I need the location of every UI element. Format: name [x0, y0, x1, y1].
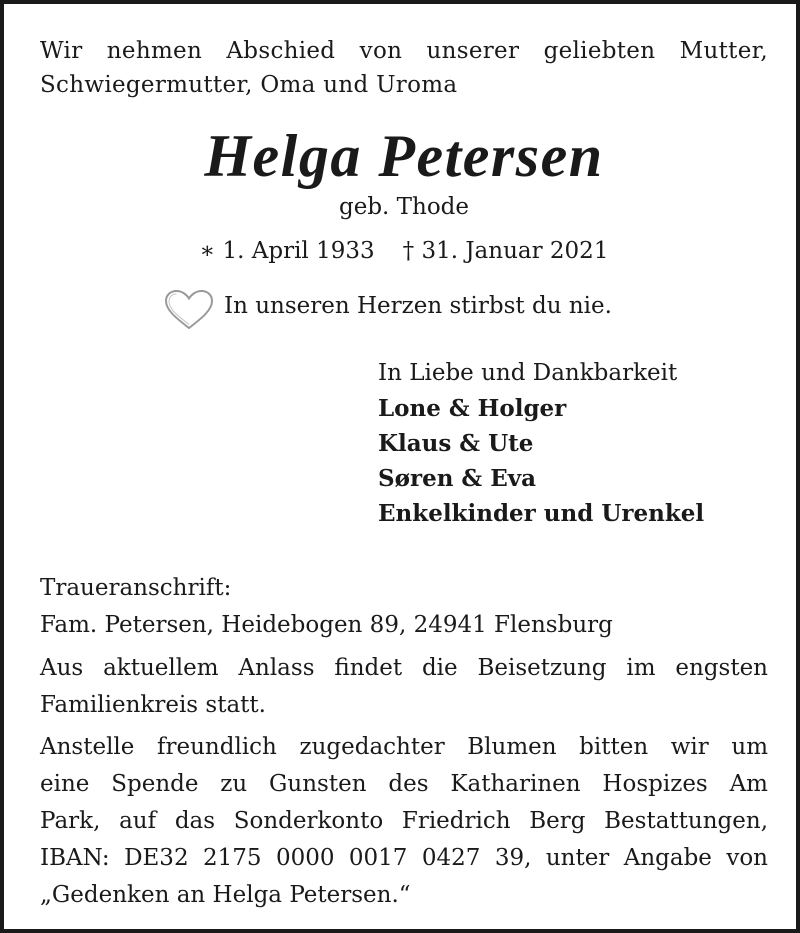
mourners — [378, 356, 704, 531]
mourner-name: Søren & Eva — [378, 465, 537, 492]
motto-text: In unseren Herzen stirbst du nie. — [224, 293, 612, 319]
mourners-heading: In Liebe und Dankbarkeit — [378, 360, 678, 386]
death-date: † 31. Januar 2021 — [402, 238, 609, 264]
donation-request — [40, 729, 768, 914]
notice-line-2: Familienkreis statt. — [40, 692, 266, 718]
donation-line: eine Spende zu Gunsten des Katharinen Hospizes Am — [40, 771, 768, 797]
address-value: Fam. Petersen, Heidebogen 89, 24941 Flensburg — [40, 612, 613, 638]
donation-line: Anstelle freundlich zugedachter Blumen bitten wir um — [40, 734, 768, 760]
birth-date: ∗ 1. April 1933 — [199, 238, 375, 264]
intro-text — [40, 34, 768, 102]
deceased-name: Helga Petersen — [204, 123, 604, 189]
address-label: Traueranschrift: — [40, 575, 232, 601]
mourner-name: Klaus & Ute — [378, 430, 534, 457]
mourner-name: Enkelkinder und Urenkel — [378, 500, 705, 527]
burial-notice — [40, 650, 768, 724]
mourner-name: Lone & Holger — [378, 395, 567, 422]
heart-outline-icon — [164, 289, 214, 331]
intro-line-2: Schwiegermutter, Oma und Uroma — [40, 72, 458, 98]
donation-line: Park, auf das Sonderkonto Friedrich Berg Bestattungen, — [40, 808, 768, 834]
donation-line: „Gedenken an Helga Petersen.“ — [40, 882, 411, 908]
mourning-address — [40, 570, 768, 644]
donation-line: IBAN: DE32 2175 0000 0017 0427 39, unter Angabe von — [40, 845, 768, 871]
life-dates — [4, 234, 800, 268]
notice-line-1: Aus aktuellem Anlass findet die Beisetzung im engsten — [40, 655, 768, 681]
birth-name: geb. Thode — [338, 194, 469, 220]
intro-line-1: Wir nehmen Abschied von unserer geliebten Mutter, — [40, 38, 768, 64]
